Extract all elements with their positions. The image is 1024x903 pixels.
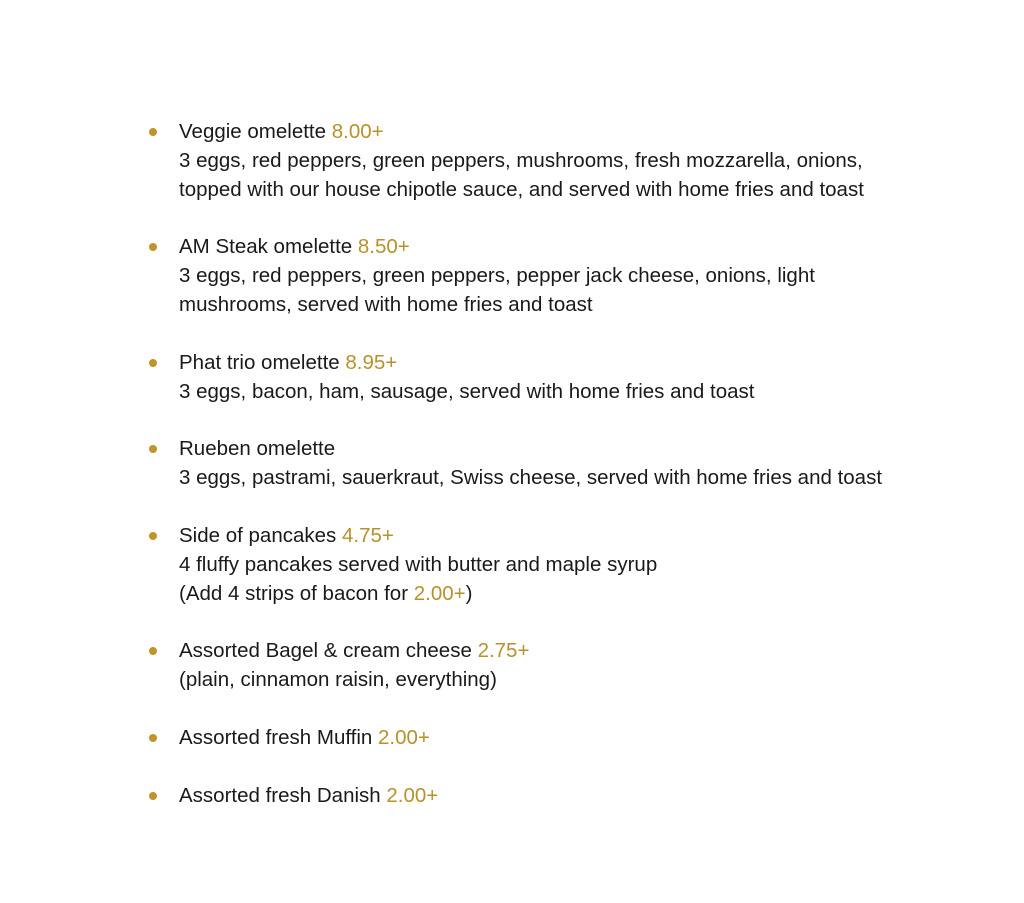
menu-item-assorted-bagel (179, 637, 919, 695)
bullet-icon (149, 359, 157, 367)
menu-item-assorted-muffin (179, 724, 919, 753)
item-title-line (179, 435, 919, 464)
menu-item-am-steak-omelette (179, 233, 919, 319)
item-name: Assorted fresh Danish (179, 783, 381, 807)
item-name: Phat trio omelette (179, 350, 340, 374)
item-description: 4 fluffy pancakes served with butter and maple syrup (179, 552, 658, 576)
item-description: 3 eggs, bacon, ham, sausage, served with home fries and toast (179, 379, 755, 403)
menu-item-assorted-danish (179, 782, 919, 811)
item-price: 8.95+ (345, 350, 398, 374)
addon-price: 2.00+ (413, 581, 466, 605)
item-price: 2.00+ (378, 725, 430, 749)
item-name: Assorted fresh Muffin (179, 725, 373, 749)
item-name: Rueben omelette (179, 437, 336, 461)
menu-item-veggie-omelette (179, 118, 919, 204)
item-title-line (179, 118, 919, 147)
item-title-line (179, 782, 919, 811)
item-title-line (179, 233, 919, 262)
item-title-line (179, 724, 919, 753)
breakfast-menu-list (179, 118, 919, 840)
item-name: Assorted Bagel & cream cheese (179, 639, 472, 663)
item-price: 4.75+ (341, 523, 394, 547)
item-description: 3 eggs, pastrami, sauerkraut, Swiss cheese, served with home fries and toast (179, 466, 883, 490)
item-description: (plain, cinnamon raisin, everything) (179, 668, 497, 692)
addon-close: ) (465, 581, 473, 605)
bullet-icon (149, 734, 157, 742)
item-title-line (179, 349, 919, 378)
item-title-line (179, 637, 919, 666)
bullet-icon (149, 128, 157, 136)
bullet-icon (149, 647, 157, 655)
item-price: 2.75+ (477, 639, 530, 663)
item-price: 8.00+ (331, 120, 384, 143)
item-addon-line (179, 580, 919, 609)
item-description: 3 eggs, red peppers, green peppers, pepper jack cheese, onions, light mushrooms, served with home fries and toast (179, 264, 815, 316)
item-price: 2.00+ (386, 783, 439, 807)
bullet-icon (149, 792, 157, 800)
bullet-icon (149, 532, 157, 540)
bullet-icon (149, 243, 157, 251)
item-description: 3 eggs, red peppers, green peppers, mushrooms, fresh mozzarella, onions, topped with our house chipotle sauce, and served with home fries and toast (179, 148, 864, 201)
item-name: AM Steak omelette (179, 235, 353, 259)
item-name: Side of pancakes (179, 523, 337, 547)
menu-item-phat-trio-omelette (179, 349, 919, 407)
item-name: Veggie omelette (179, 120, 327, 143)
menu-item-side-of-pancakes (179, 522, 919, 608)
item-title-line (179, 522, 919, 551)
item-price: 8.50+ (357, 235, 410, 259)
bullet-icon (149, 445, 157, 453)
menu-item-rueben-omelette (179, 435, 919, 493)
addon-text: (Add 4 strips of bacon for (179, 581, 414, 605)
